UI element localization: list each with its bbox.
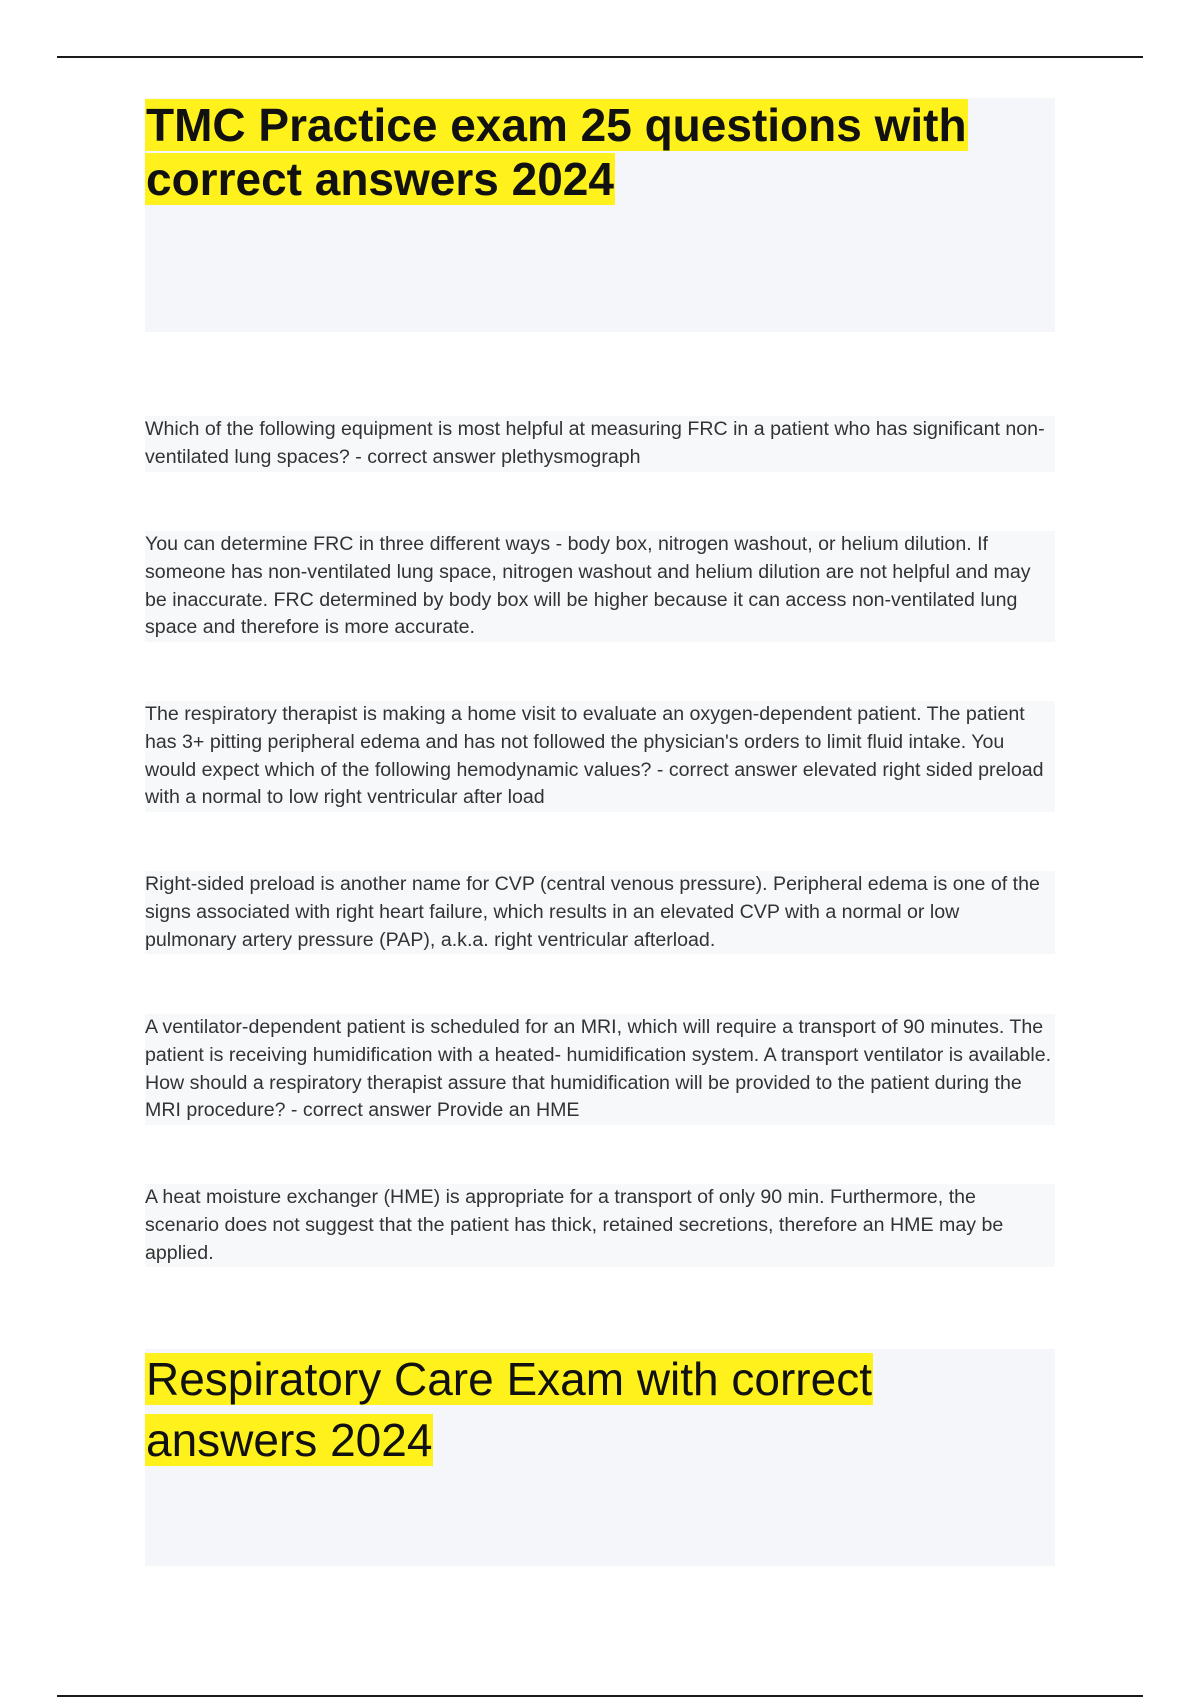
question-paragraph-2: The respiratory therapist is making a home visit to evaluate an oxygen-dependent patient. The patient has 3+ pitting peripheral edema and has not followed the physician's orders to limit fluid intake. You would expect which of the following hemodynamic values? - correct answer elevated right sided preload with a normal to low right ventricular after load bbox=[145, 701, 1055, 812]
bottom-rule bbox=[57, 1695, 1143, 1697]
next-section-heading-highlight: Respiratory Care Exam with correct answers 2024 bbox=[146, 1353, 872, 1466]
next-section-heading-block bbox=[145, 1349, 1055, 1566]
explanation-paragraph-3: A heat moisture exchanger (HME) is appropriate for a transport of only 90 min. Furthermore, the scenario does not suggest that the patient has thick, retained secretions, therefore an HME may be applied. bbox=[145, 1184, 1055, 1267]
document-title-block bbox=[145, 98, 1055, 332]
explanation-paragraph-1: You can determine FRC in three different ways - body box, nitrogen washout, or helium dilution. If someone has non-ventilated lung space, nitrogen washout and helium dilution are not helpful and may be inaccurate. FRC determined by body box will be higher because it can access non-ventilated lung space and therefore is more accurate. bbox=[145, 531, 1055, 642]
top-rule bbox=[57, 56, 1143, 58]
document-title bbox=[145, 98, 1055, 206]
question-paragraph-3: A ventilator-dependent patient is scheduled for an MRI, which will require a transport of 90 minutes. The patient is receiving humidification with a heated- humidification system. A transport ventilator is available. How should a respiratory therapist assure that humidification will be provided to the patient during the MRI procedure? - correct answer Provide an HME bbox=[145, 1014, 1055, 1125]
document-title-highlight: TMC Practice exam 25 questions with correct answers 2024 bbox=[146, 99, 967, 205]
question-paragraph-1: Which of the following equipment is most helpful at measuring FRC in a patient who has significant non-ventilated lung spaces? - correct answer plethysmograph bbox=[145, 416, 1055, 472]
explanation-paragraph-2: Right-sided preload is another name for CVP (central venous pressure). Peripheral edema is one of the signs associated with right heart failure, which results in an elevated CVP with a normal or low pulmonary artery pressure (PAP), a.k.a. right ventricular afterload. bbox=[145, 871, 1055, 954]
next-section-heading bbox=[145, 1349, 1055, 1471]
